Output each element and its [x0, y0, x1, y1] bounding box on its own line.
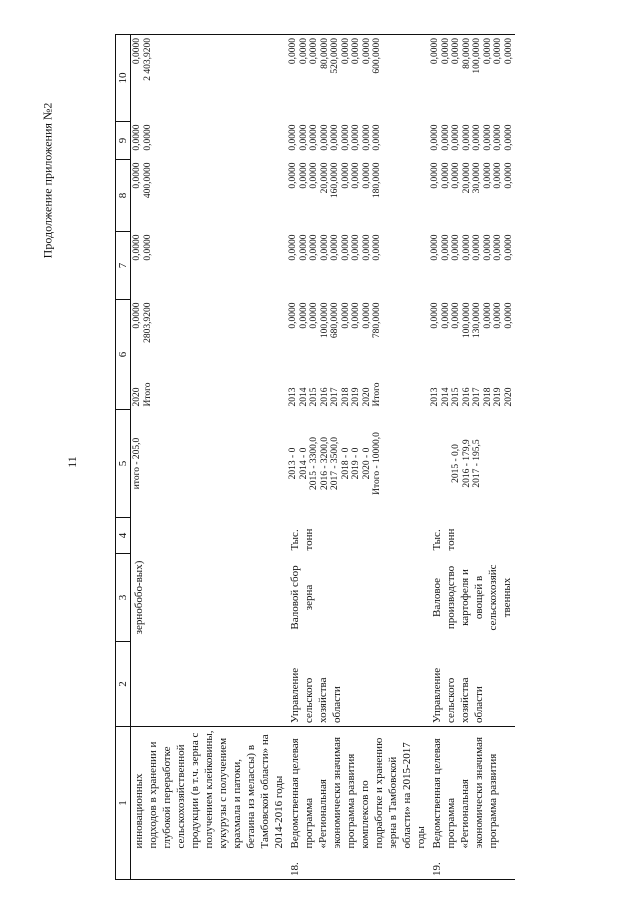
- value: 0,0000: [132, 38, 142, 65]
- value: 0,0000: [298, 38, 309, 65]
- value: 0,0000: [351, 302, 361, 329]
- year-label: 2016: [319, 387, 330, 407]
- year-label: 2014: [440, 387, 451, 407]
- value: 20,0000: [461, 162, 472, 194]
- value: 0,0000: [330, 124, 340, 151]
- value: 0,0000: [451, 38, 461, 65]
- value: 80,0000: [319, 38, 330, 69]
- page-number: 11: [65, 456, 79, 468]
- value: 0,0000: [361, 38, 372, 65]
- value: 100,0000: [461, 302, 472, 339]
- header-col-7: 7: [116, 232, 131, 300]
- year-label: 2017: [330, 387, 340, 407]
- value: 0,0000: [430, 234, 440, 261]
- year-label: 2018: [482, 387, 493, 407]
- funding-cell: [429, 410, 515, 518]
- value: 0,0000: [493, 302, 503, 329]
- col9-values: [429, 122, 515, 160]
- value: 0,0000: [451, 124, 461, 151]
- value: 0,0000: [430, 162, 440, 189]
- value: 0,0000: [451, 162, 461, 189]
- year-label: 2019: [351, 387, 361, 407]
- value: 0,0000: [340, 162, 351, 189]
- row-number: 18.: [287, 852, 429, 880]
- value: 0,0000: [288, 234, 298, 261]
- value: 0,0000: [309, 162, 319, 189]
- value: 130,0000: [472, 302, 482, 339]
- value: 0,0000: [503, 38, 514, 65]
- year-label: 2013: [430, 387, 440, 407]
- value: 0,0000: [309, 124, 319, 151]
- header-col-1: 1: [116, 727, 131, 880]
- header-col-9: 9: [116, 122, 131, 160]
- funding-line: 2018 - 0: [340, 447, 351, 480]
- funding-line: Итого - 10000,0: [372, 432, 382, 495]
- col10-values: [131, 35, 288, 122]
- program-name: Ведомственная целевая программа «Региональная экономически значимая программа развития: [429, 727, 515, 852]
- year-label: 2020: [361, 387, 372, 407]
- value: 20,0000: [319, 162, 330, 194]
- value: 0,0000: [472, 124, 482, 151]
- value: 0,0000: [340, 124, 351, 151]
- value: 0,0000: [440, 302, 451, 329]
- value: 0,0000: [482, 234, 493, 261]
- program-name: Ведомственная целевая программа «Региональная экономически значимая программа развития комплексов по подработке и хранению зерна в Тамбовской области» на 2015-2017 годы: [287, 727, 429, 852]
- funding-line: 2020 - 0: [361, 447, 372, 480]
- header-col-10: 10: [116, 35, 131, 122]
- value: 0,0000: [309, 302, 319, 329]
- value: 0,0000: [361, 234, 372, 261]
- value: 0,0000: [288, 302, 298, 329]
- value: 100,0000: [319, 302, 330, 339]
- value: 0,0000: [340, 234, 351, 261]
- value: 30,0000: [472, 162, 482, 194]
- value: 0,0000: [440, 162, 451, 189]
- indicator: зернобобо-вых): [133, 560, 145, 635]
- col7-values: [287, 232, 429, 300]
- funding-line: 2017 - 3500,0: [330, 436, 340, 491]
- funding-line: 2013 - 0: [288, 447, 298, 480]
- value: 0,0000: [298, 302, 309, 329]
- value: 0,0000: [132, 124, 142, 151]
- value: 0,0000: [430, 302, 440, 329]
- year-label: 2019: [493, 387, 503, 407]
- funding-line: итого - 205,0: [132, 437, 142, 490]
- value: 0,0000: [132, 162, 142, 189]
- value: 0,0000: [482, 124, 493, 151]
- value: 0,0000: [142, 234, 153, 261]
- col10-values: [287, 35, 429, 122]
- year-label: Итого: [142, 382, 153, 407]
- table-row: [429, 35, 515, 880]
- year-label: 2015: [451, 387, 461, 407]
- year-label: 2020: [503, 387, 514, 407]
- header-col-8: 8: [116, 160, 131, 232]
- continuation-title: Продолжение приложения №2: [40, 102, 55, 258]
- value: 2803,9200: [142, 302, 153, 343]
- value: 600,0000: [372, 38, 382, 74]
- value: 0,0000: [472, 234, 482, 261]
- value: 0,0000: [351, 38, 361, 65]
- value: 0,0000: [482, 302, 493, 329]
- year-label: 2020: [132, 387, 142, 407]
- funding-line: [430, 413, 441, 515]
- executor: Управление сельского хозяйства области: [289, 667, 343, 723]
- header-col-4: 4: [116, 518, 131, 554]
- row-number: 19.: [429, 852, 515, 880]
- value: 0,0000: [309, 38, 319, 65]
- col8-values: [131, 160, 288, 232]
- value: 0,0000: [340, 302, 351, 329]
- col10-values: [429, 35, 515, 122]
- value: 0,0000: [372, 124, 382, 151]
- value: 0,0000: [503, 162, 514, 189]
- value: 0,0000: [142, 124, 153, 151]
- header-col-2: 2: [116, 642, 131, 727]
- program-name: инновационных подходов в хранении и глубокой переработке сельскохозяйственной продукции (в т.ч. зерна с получением клейковины, кукурузы с получением крахмала и патоки, бетаина из мелассы) в Тамбовской области» на 2014-2016 годы: [131, 727, 288, 852]
- indicator: Валовое производство картофеля и овощей в сельскохозяйс твенных: [431, 564, 513, 631]
- value: 0,0000: [451, 234, 461, 261]
- value: 0,0000: [503, 234, 514, 261]
- funding-line: 2016 - 3200,0: [319, 436, 330, 491]
- executor: Управление сельского хозяйства области: [431, 667, 485, 723]
- value: 0,0000: [298, 162, 309, 189]
- indicator: Валовой сбор зерна: [289, 565, 315, 630]
- header-col-5: 5: [116, 410, 131, 518]
- col9-values: [131, 122, 288, 160]
- funding-line: [441, 413, 452, 515]
- year-label: 2016: [461, 387, 472, 407]
- value: 0,0000: [351, 162, 361, 189]
- value: 0,0000: [503, 124, 514, 151]
- value: 0,0000: [132, 302, 142, 329]
- executor: [131, 642, 288, 727]
- value: 0,0000: [288, 162, 298, 189]
- rotated-table-container: [115, 35, 565, 880]
- years-cell: [131, 372, 288, 410]
- col8-values: [287, 160, 429, 232]
- value: 2 403,9200: [142, 38, 153, 81]
- row-number: [131, 852, 288, 880]
- year-label: Итого: [372, 382, 382, 407]
- col9-values: [287, 122, 429, 160]
- year-label: 2014: [298, 387, 309, 407]
- year-label: 2013: [288, 387, 298, 407]
- header-row: [116, 35, 131, 880]
- value: 0,0000: [493, 38, 503, 65]
- unit: [131, 518, 288, 554]
- value: 0,0000: [298, 234, 309, 261]
- unit: Тыс. тонн: [289, 528, 315, 551]
- value: 0,0000: [372, 234, 382, 261]
- col7-values: [429, 232, 515, 300]
- value: 0,0000: [451, 302, 461, 329]
- value: 0,0000: [340, 38, 351, 65]
- value: 0,0000: [288, 124, 298, 151]
- value: 0,0000: [319, 234, 330, 261]
- value: 0,0000: [461, 124, 472, 151]
- value: 0,0000: [361, 124, 372, 151]
- header-col-3: 3: [116, 554, 131, 642]
- value: 0,0000: [430, 38, 440, 65]
- value: 160,0000: [330, 162, 340, 199]
- funding-line: 2014 - 0: [298, 447, 309, 480]
- value: 0,0000: [361, 162, 372, 189]
- col8-values: [429, 160, 515, 232]
- value: 0,0000: [440, 234, 451, 261]
- value: 780,0000: [372, 302, 382, 339]
- value: 0,0000: [482, 162, 493, 189]
- col6-values: [131, 300, 288, 372]
- value: 0,0000: [361, 302, 372, 329]
- table-row: [131, 35, 288, 880]
- value: 0,0000: [430, 124, 440, 151]
- years-cell: [287, 372, 429, 410]
- value: 0,0000: [440, 124, 451, 151]
- value: 80,0000: [461, 38, 472, 69]
- year-label: 2017: [472, 387, 482, 407]
- funding-line: 2015 - 0,0: [451, 444, 461, 483]
- funding-line: 2019 - 0: [351, 447, 361, 480]
- year-label: 2015: [309, 387, 319, 407]
- unit: Тыс. тонн: [431, 528, 457, 551]
- funding-line: 2016 - 179,9: [461, 439, 472, 488]
- col6-values: [429, 300, 515, 372]
- value: 0,0000: [461, 234, 472, 261]
- value: 0,0000: [288, 38, 298, 65]
- value: 0,0000: [351, 234, 361, 261]
- table-body: [131, 35, 516, 880]
- value: 0,0000: [503, 302, 514, 329]
- funding-cell: [287, 410, 429, 518]
- years-cell: [429, 372, 515, 410]
- value: 0,0000: [482, 38, 493, 65]
- header-col-6: 6: [116, 300, 131, 410]
- col7-values: [131, 232, 288, 300]
- value: 0,0000: [351, 124, 361, 151]
- table-row: [287, 35, 429, 880]
- col6-values: [287, 300, 429, 372]
- value: 0,0000: [298, 124, 309, 151]
- value: 0,0000: [330, 234, 340, 261]
- value: 520,0000: [330, 38, 340, 74]
- value: 0,0000: [493, 234, 503, 261]
- value: 0,0000: [309, 234, 319, 261]
- value: 100,0000: [472, 38, 482, 74]
- funding-cell: [131, 410, 288, 518]
- program-table: [115, 34, 515, 880]
- year-label: 2018: [340, 387, 351, 407]
- funding-line: 2015 - 3300,0: [309, 436, 319, 491]
- value: 180,0000: [372, 162, 382, 199]
- funding-line: 2017 - 195,5: [472, 439, 482, 488]
- value: 0,0000: [493, 162, 503, 189]
- value: 0,0000: [319, 124, 330, 151]
- value: 0,0000: [132, 234, 142, 261]
- value: 680,0000: [330, 302, 340, 339]
- value: 400,0000: [142, 162, 153, 199]
- value: 0,0000: [493, 124, 503, 151]
- value: 0,0000: [440, 38, 451, 65]
